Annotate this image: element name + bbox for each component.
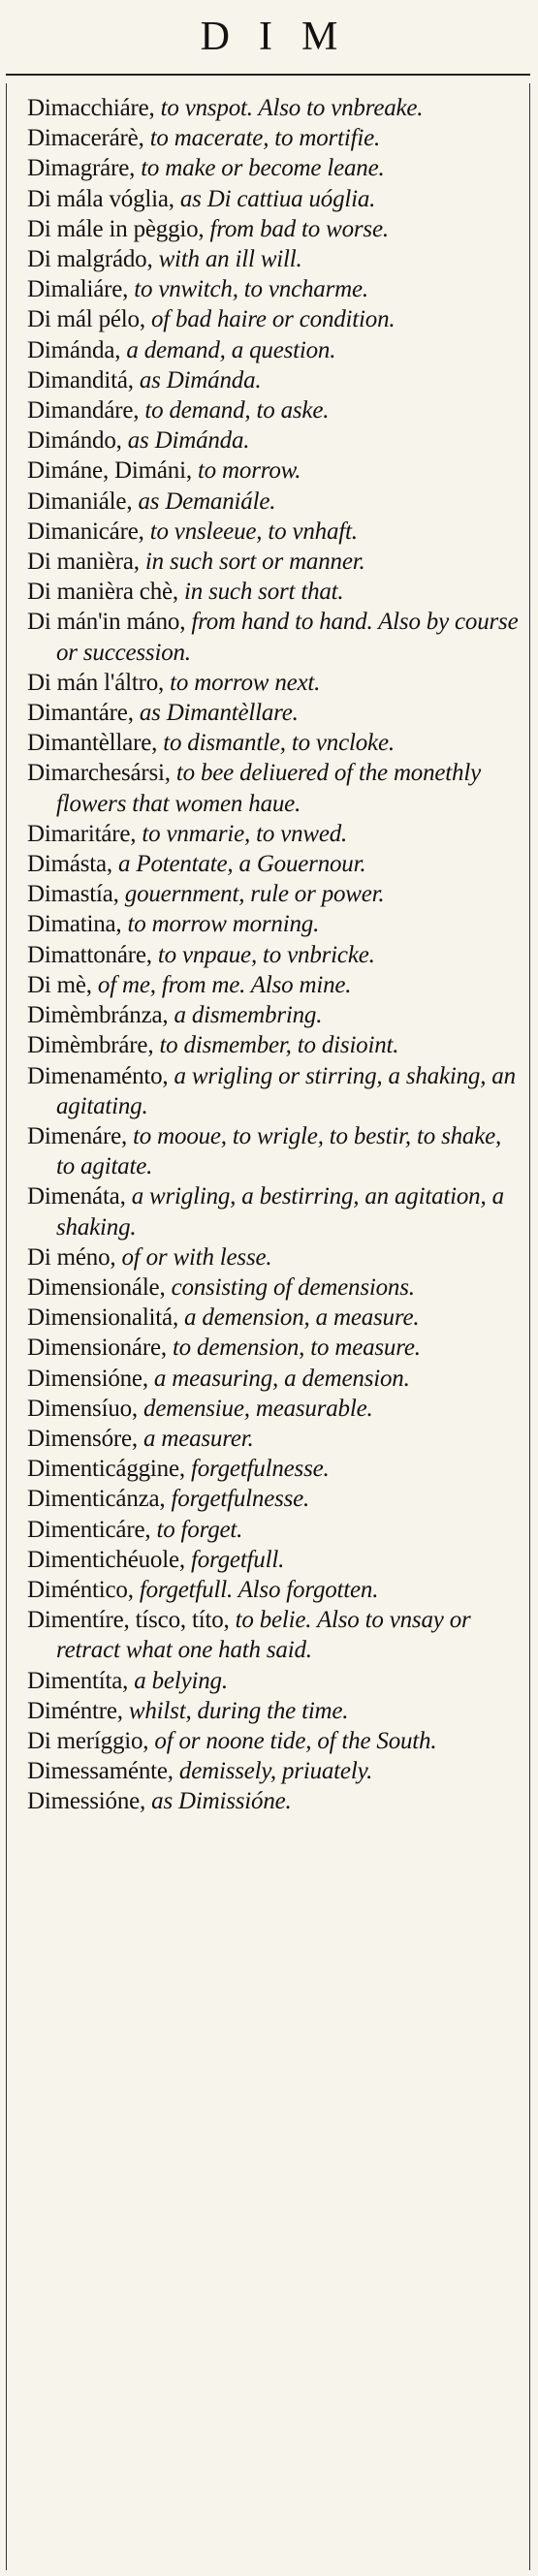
headword: Di mán l'áltro,: [27, 669, 165, 696]
dictionary-entry: [27, 547, 524, 577]
dictionary-entry: [27, 244, 524, 274]
headword: Di mále in pèggio,: [27, 215, 205, 242]
headword: Dimaritáre,: [27, 820, 137, 847]
dictionary-entry: [27, 1424, 524, 1454]
header-rule: [6, 74, 530, 76]
dictionary-entry: [27, 214, 524, 244]
headword: Dimensíuo,: [27, 1395, 138, 1422]
dictionary-entry: [27, 758, 524, 818]
headword: Dimásta,: [27, 851, 112, 878]
headword: Dimenaménto,: [27, 1062, 169, 1089]
dictionary-entry: [27, 909, 524, 939]
definition: forgetfull. Also forgotten.: [133, 1576, 379, 1603]
headword: Dimensionalitá,: [27, 1304, 178, 1332]
dictionary-entry: [27, 517, 524, 547]
headword: Dimaniále,: [27, 487, 133, 515]
definition: forgetfulnesse.: [184, 1456, 330, 1483]
definition: as Dimánda.: [133, 366, 262, 393]
page-title: DIM: [200, 15, 367, 59]
definition: to morrow.: [191, 457, 301, 485]
definition: as Dimissióne.: [145, 1788, 292, 1815]
dictionary-entry: [27, 819, 524, 849]
headword: Dimaliáre,: [27, 276, 129, 303]
dictionary-entry: [27, 184, 524, 214]
dictionary-entry: [27, 607, 524, 667]
page-header: [0, 6, 538, 68]
definition: a belying.: [128, 1667, 228, 1694]
definition: demensiue, measurable.: [137, 1395, 373, 1422]
definition: of me, from me. Also mine.: [91, 971, 352, 998]
dictionary-entry: [27, 1786, 524, 1816]
definition: a dismembring.: [168, 1002, 323, 1029]
definition: to dismember, to disioint.: [153, 1032, 399, 1059]
headword: Dimentichéuole,: [27, 1546, 185, 1573]
dictionary-entry: [27, 456, 524, 486]
headword: Dimanditá,: [27, 366, 134, 393]
definition: to make or become leane.: [135, 155, 385, 182]
headword: Di mè,: [27, 971, 92, 998]
definition: to vnwitch, to vncharme.: [128, 276, 368, 303]
headword: Di malgrádo,: [27, 246, 153, 273]
headword: Dimacchiáre,: [27, 95, 155, 121]
definition: to mooue, to wrigle, to bestir, to shake, to agitate.: [56, 1122, 502, 1180]
headword: Dimacerárè,: [27, 125, 144, 152]
definition: of or with lesse.: [115, 1243, 272, 1271]
headword: Dimensóre,: [27, 1425, 138, 1452]
dictionary-entry: [27, 335, 524, 365]
headword: Dimessióne,: [27, 1788, 146, 1815]
dictionary-entry: [27, 940, 524, 970]
dictionary-entry: [27, 728, 524, 758]
definition: to morrow next.: [164, 669, 321, 696]
dictionary-entry: [27, 698, 524, 728]
headword: Dimensionáre,: [27, 1335, 167, 1362]
dictionary-entry: [27, 1605, 524, 1665]
definition: from bad to worse.: [204, 215, 389, 242]
dictionary-entry: [27, 849, 524, 879]
definition: as Demaniále.: [132, 487, 276, 515]
dictionary-entry: [27, 1726, 524, 1756]
definition: as Di cattiua uóglia.: [174, 185, 376, 212]
dictionary-entry: [27, 1394, 524, 1424]
definition: to dismantle, to vncloke.: [157, 730, 395, 757]
dictionary-entry: [27, 577, 524, 607]
headword: Dimattonáre,: [27, 941, 152, 968]
headword: Dimenáta,: [27, 1183, 126, 1210]
definition: with an ill will.: [152, 246, 302, 273]
headword: Dimenáre,: [27, 1122, 128, 1149]
definition: to demension, to measure.: [166, 1335, 421, 1362]
headword: Dimensióne,: [27, 1365, 148, 1392]
definition: of bad haire or condition.: [144, 306, 396, 333]
definition: a measuring, a demension.: [147, 1365, 410, 1392]
definition: a measurer.: [137, 1425, 254, 1452]
definition: as Dimánda.: [121, 427, 250, 455]
headword: Dimentíre, tísco, títo,: [27, 1607, 230, 1634]
definition: in such sort that.: [177, 579, 344, 606]
headword: Dimagráre,: [27, 155, 136, 182]
definition: to forget.: [150, 1516, 243, 1543]
definition: whilst, during the time.: [122, 1697, 349, 1724]
definition: consisting of demensions.: [165, 1273, 415, 1301]
headword: Dimastía,: [27, 881, 119, 908]
headword: Di meríggio,: [27, 1727, 149, 1754]
headword: Dimarchesársi,: [27, 760, 171, 787]
dictionary-entry: [27, 123, 524, 153]
dictionary-entry: [27, 1061, 524, 1121]
definition: to vnmarie, to vnwed.: [136, 820, 348, 847]
headword: Dimánda,: [27, 336, 121, 363]
dictionary-entry: [27, 1242, 524, 1272]
definition: to bee deliuered of the monethly flowers that women haue.: [56, 760, 481, 817]
headword: Diméntico,: [27, 1576, 134, 1603]
dictionary-entry: [27, 304, 524, 334]
dictionary-entry: [27, 1303, 524, 1333]
dictionary-entry: [27, 1756, 524, 1786]
definition: a wrigling or stirring, a shaking, an agitating.: [56, 1062, 516, 1119]
headword: Dimenticánza,: [27, 1486, 166, 1513]
definition: to vnpaue, to vnbricke.: [151, 941, 375, 968]
headword: Di manièra chè,: [27, 579, 178, 606]
headword: Dimensionále,: [27, 1273, 166, 1301]
headword: Di mán'in máno,: [27, 609, 186, 636]
dictionary-entry: [27, 425, 524, 456]
dictionary-entry: [27, 1454, 524, 1484]
definition: forgetfulnesse.: [165, 1486, 310, 1513]
dictionary-entry: [27, 153, 524, 183]
headword: Di méno,: [27, 1243, 116, 1271]
headword: Dimanicáre,: [27, 518, 144, 545]
dictionary-entry: [27, 365, 524, 395]
definition: of or noone tide, of the South.: [148, 1727, 437, 1754]
dictionary-entry: [27, 274, 524, 304]
dictionary-entry: [27, 395, 524, 425]
headword: Dimantèllare,: [27, 730, 158, 757]
dictionary-entry: [27, 1000, 524, 1030]
dictionary-entry: [27, 1364, 524, 1394]
dictionary-entry: [27, 1272, 524, 1303]
headword: Dimèmbráre,: [27, 1032, 154, 1059]
definition: gouernment, rule or power.: [118, 881, 385, 908]
definition: forgetfull.: [184, 1546, 285, 1573]
dictionary-entry: [27, 1181, 524, 1241]
dictionary-entry: [27, 1484, 524, 1514]
dictionary-entry: [27, 1666, 524, 1696]
dictionary-entry: [27, 970, 524, 1000]
headword: Di mála vóglia,: [27, 185, 174, 212]
definition: to vnspot. Also to vnbreake.: [154, 95, 424, 121]
headword: Dimentíta,: [27, 1667, 129, 1694]
headword: Di manièra,: [27, 549, 140, 576]
headword: Dimenticáre,: [27, 1516, 151, 1543]
dictionary-entry: [27, 1030, 524, 1060]
definition: to vnsleeue, to vnhaft.: [143, 518, 358, 545]
definition: to macerate, to mortifie.: [143, 125, 381, 152]
headword: Diméntre,: [27, 1697, 123, 1724]
headword: Di mál pélo,: [27, 306, 145, 333]
definition: a demension, a measure.: [178, 1304, 420, 1332]
definition: from hand to hand. Also by course or succession.: [56, 609, 519, 666]
dictionary-entry: [27, 668, 524, 698]
definition: a demand, a question.: [120, 336, 336, 363]
definition: a Potentate, a Gouernour.: [111, 851, 366, 878]
definition: to demand, to aske.: [139, 397, 330, 424]
definition: in such sort or manner.: [139, 549, 365, 576]
definition: a wrigling, a bestirring, an agitation, a shaking.: [56, 1183, 504, 1241]
dictionary-entry: [27, 1515, 524, 1545]
definition: to belie. Also to vnsay or retract what one hath said.: [56, 1607, 471, 1664]
dictionary-entry: [27, 1333, 524, 1363]
headword: Dimáne, Dimáni,: [27, 457, 192, 485]
definition: to morrow morning.: [121, 911, 320, 938]
dictionary-entry: [27, 93, 524, 123]
headword: Dimèmbránza,: [27, 1002, 169, 1029]
dictionary-entry: [27, 1575, 524, 1605]
dictionary-entry: [27, 879, 524, 909]
headword: Dimándo,: [27, 427, 122, 455]
entry-list: [27, 93, 524, 2570]
dictionary-entry: [27, 1121, 524, 1181]
dictionary-entry: [27, 1545, 524, 1575]
headword: Dimantáre,: [27, 700, 134, 727]
definition: as Dimantèllare.: [133, 700, 299, 727]
headword: Dimandáre,: [27, 397, 140, 424]
dictionary-entry: [27, 1696, 524, 1726]
headword: Dimenticággine,: [27, 1456, 185, 1483]
dictionary-entry: [27, 487, 524, 517]
definition: demissely, priuately.: [173, 1758, 373, 1785]
headword: Dimessaménte,: [27, 1758, 174, 1785]
headword: Dimatina,: [27, 911, 122, 938]
